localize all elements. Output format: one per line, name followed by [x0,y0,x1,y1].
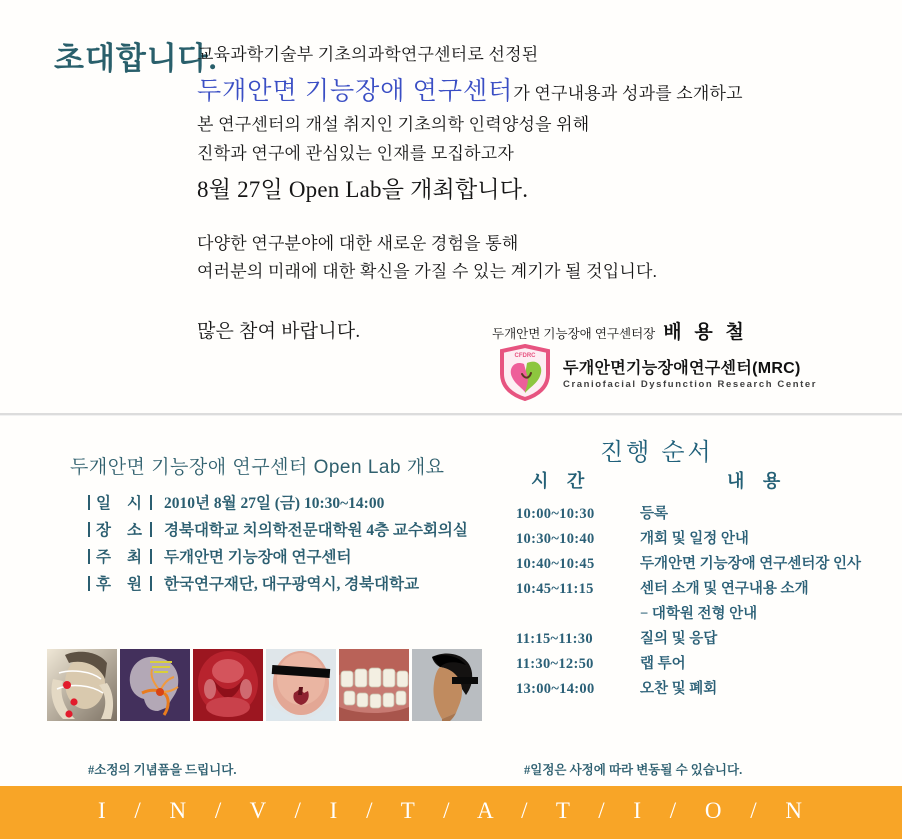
schedule-time: 11:30~12:50 [516,656,594,672]
center-name-highlight: 두개안면 기능장애 연구센터 [197,78,514,105]
schedule-row [516,677,861,702]
body-line-1: 다양한 연구분야에 대한 새로운 경험을 통해 [197,234,519,253]
schedule-col-content: 내 용 [727,471,781,491]
schedule-row [516,502,861,527]
cleft-lip-infant-photo [266,649,336,721]
shield-acronym: CFDRC [514,353,536,359]
logo-text-block [563,355,817,390]
footnote-gift: #소정의 기념품을 드립니다. [88,763,237,777]
schedule-title: 진행 순서 [600,440,714,466]
overview-item-date [88,491,468,518]
label-bar [150,549,152,564]
overview-label: 일 시 [96,495,142,512]
skull-nerve-diagram-photo [120,649,190,721]
photo-strip [47,649,482,721]
schedule-table [516,502,861,702]
facial-pain-photo [47,649,117,721]
schedule-time: 10:40~10:45 [516,556,595,572]
greeting-title: 초대합니다. [54,41,218,76]
head-profile-photo [412,649,482,721]
label-bar [88,576,90,591]
overview-value: 두개안면 기능장애 연구센터 [164,549,352,566]
invitation-banner [0,786,902,839]
overview-label: 후 원 [96,576,142,593]
schedule-time: 10:45~11:15 [516,581,594,597]
intro-line-2 [197,71,743,107]
overview-label: 장 소 [96,522,142,539]
overview-item-place [88,518,468,545]
schedule-col-time: 시 간 [531,471,585,491]
schedule-time: 10:00~10:30 [516,506,595,522]
overview-list [88,491,468,599]
schedule-content: 개회 및 일정 안내 [640,531,749,547]
overview-item-host [88,545,468,572]
section-divider [0,413,902,416]
signer-name: 배 용 철 [663,322,744,343]
closing-line: 많은 참여 바랍니다. [197,321,361,342]
schedule-row [516,552,861,577]
schedule-row [516,577,861,602]
overview-label: 주 최 [96,549,142,566]
footnote-schedule-change: #일정은 사정에 따라 변동될 수 있습니다. [524,763,743,777]
schedule-content: 랩 투어 [640,656,686,672]
label-bar [150,576,152,591]
overview-value: 경북대학교 치의학전문대학원 4층 교수회의실 [164,522,468,539]
intro-line-1: 교육과학기술부 기초의과학연구센터로 선정된 [197,45,539,64]
schedule-time: 13:00~14:00 [516,681,595,697]
schedule-content: − 대학원 전형 안내 [640,606,758,622]
cfdrc-shield-icon [497,344,553,401]
intro-line-4: 진학과 연구에 관심있는 인재를 모집하고자 [197,144,514,163]
label-bar [88,495,90,510]
schedule-content: 오찬 및 폐회 [640,681,718,697]
schedule-row [516,527,861,552]
label-bar [88,522,90,537]
overview-value: 2010년 8월 27일 (금) 10:30~14:00 [164,495,385,512]
schedule-content: 센터 소개 및 연구내용 소개 [640,581,809,597]
dental-occlusion-photo [339,649,409,721]
schedule-content: 등록 [640,506,669,522]
schedule-content: 두개안면 기능장애 연구센터장 인사 [640,556,861,572]
intro-line-5: 8월 27일 Open Lab을 개최합니다. [197,177,529,202]
intro-line-2-rest: 가 연구내용과 성과를 소개하고 [513,84,743,103]
schedule-time: 10:30~10:40 [516,531,595,547]
schedule-row [516,602,861,627]
label-bar [88,549,90,564]
oral-cavity-photo [193,649,263,721]
signature [492,317,744,344]
label-bar [150,522,152,537]
schedule-time: 11:15~11:30 [516,631,593,647]
center-logo [497,344,817,401]
logo-name-english: Craniofacial Dysfunction Research Center [563,379,818,390]
banner-text: I / N / V / I / T / A / T / I / O / N [97,797,805,823]
overview-title: 두개안면 기능장애 연구센터 Open Lab 개요 [70,457,445,478]
schedule-row [516,627,861,652]
schedule-row [516,652,861,677]
schedule-content: 질의 및 응답 [640,631,718,647]
intro-line-3: 본 연구센터의 개설 취지인 기초의학 인력양성을 위해 [197,115,590,134]
logo-name-korean: 두개안면기능장애연구센터(MRC) [563,360,801,377]
signer-title: 두개안면 기능장애 연구센터장 [492,327,656,341]
overview-value: 한국연구재단, 대구광역시, 경북대학교 [164,576,420,593]
overview-item-sponsor [88,572,468,599]
body-line-2: 여러분의 미래에 대한 확신을 가질 수 있는 계기가 될 것입니다. [197,262,658,281]
label-bar [150,495,152,510]
